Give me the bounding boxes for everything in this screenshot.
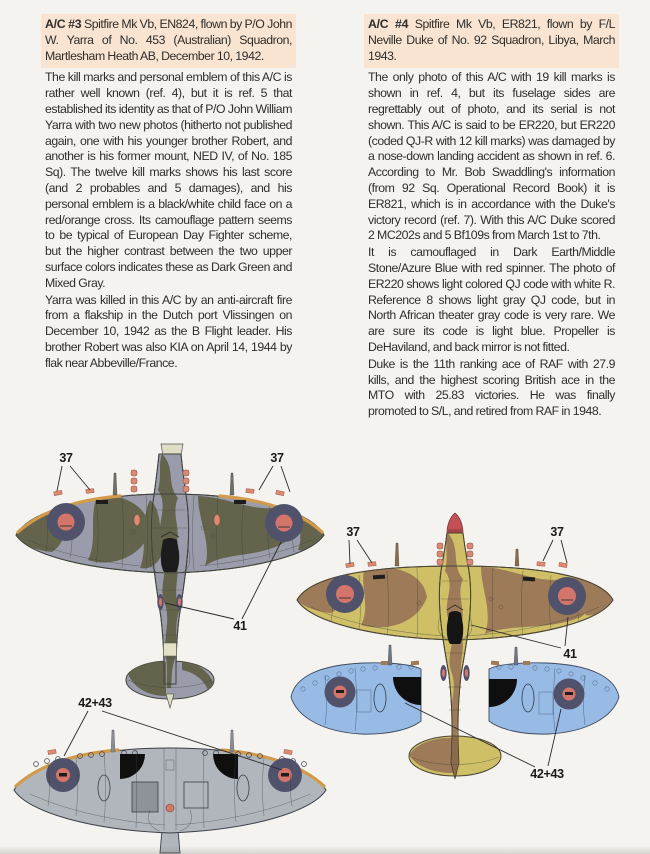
ac4-underwing-roundel-right	[554, 679, 585, 710]
ac3u-radiator	[132, 782, 158, 812]
ac4-spinner-base	[447, 529, 463, 533]
ac3u-mast-right	[230, 730, 234, 752]
ac4-wing-roundel-right	[548, 577, 586, 615]
ac3u-tailwheel	[166, 804, 174, 812]
ac3-header-lead: A/C #3	[45, 17, 82, 31]
ac4-gun-port-left	[373, 575, 385, 580]
decal-label-42-43: 42+43	[78, 696, 112, 710]
ac4-underwing-roundel-left	[325, 677, 356, 708]
ac3-mast-left	[113, 473, 117, 495]
ac4-paragraph: The only photo of this A/C with 19 kill marks is shown in ref. 4, but its fuselage sides are regrettably out of photo, and its serial is not shown. This A/C is said to be ER220, but ER220 (coded QJ-R with 12 kill marks) was damaged by a nose-down landing accident as shown in ref. 6. According to Mr. Bob Swaddling's information (from 92 Sq. Operational Record Book) it is ER821, which is in accordance with the Duke's victory record (ref. 7). With this A/C Duke scored 2 MC202s and 5 Bf109s from March 1st to 7th.	[368, 70, 615, 243]
ac4-header	[364, 14, 619, 68]
ac3-sky-band	[164, 643, 177, 656]
decal-label-42-43: 42+43	[530, 767, 564, 781]
ac3-header	[41, 14, 296, 68]
ac3-gun-port-right	[234, 500, 246, 504]
ac4-header-rest: Spitfire Mk Vb, ER821, flown by F/L Neville Duke of No. 92 Squadron, Libya, March 1943.	[368, 17, 615, 63]
ac4-paragraph: It is camouflaged in Dark Earth/Middle Stone/Azure Blue with red spinner. The photo of ER220 shows light colored QJ code with white R. Reference 8 shows light gray QJ code, but in North African theater gray code is very rare. We are sure its code is light blue. Propeller is DeHaviland, and back mirror is not fitted.	[368, 245, 615, 354]
ac4-underwing-mast-left	[388, 645, 392, 665]
ac3-cockpit	[161, 538, 179, 572]
ac4-wing-roundel-left	[326, 575, 364, 613]
ac3-header-rest: Spitfire Mk Vb, EN824, flown by P/O John W. Yarra of No. 453 (Australian) Squadron, Martlesham Heath AB, December 10, 1942.	[45, 17, 292, 63]
column-ac4	[368, 14, 615, 421]
ac4-header-lead: A/C #4	[368, 17, 409, 31]
ac3u-roundel-left	[46, 758, 80, 792]
decal-label-37-right: 37	[270, 451, 284, 465]
decal-label-37-left: 37	[346, 525, 360, 539]
decal-label-37-right: 37	[550, 525, 564, 539]
decal-label-41: 41	[563, 647, 577, 661]
ac4-mast-right	[515, 549, 519, 566]
ac4-mast-left	[395, 543, 399, 566]
decal-label-37-left: 37	[59, 451, 73, 465]
ac4-figure	[285, 505, 635, 800]
decal-label-41: 41	[233, 619, 247, 633]
ac4-paragraph: Duke is the 11th ranking ace of RAF with 27.9 kills, and the highest scoring British ace in the MTO with 25.83 victories. He was finally promoted to S/L, and retired from RAF in 1948.	[368, 356, 615, 419]
ac3-paragraph: The kill marks and personal emblem of this A/C is rather well known (ref. 4), but it is ref. 5 that established its identity as that of P/O John William Yarra with two new photos (hitherto not published again, one with his younger brother Robert, and another is his former mount, NED IV, of No. 185 Sq). The twelve kill marks shows his last score (and 2 probables and 5 damages), and his personal emblem is a black/white child face on a red/orange cross. Its camouflage pattern seems to be typical of European Day Fighter scheme, but the higher contrast between the two upper surface colors indicates these as Dark Green and Mixed Gray.	[45, 70, 292, 290]
ac4-gun-port-right	[523, 577, 535, 582]
ac4-cockpit	[447, 611, 463, 644]
ac4-underwing-mast-right	[514, 647, 518, 665]
column-ac3	[45, 14, 292, 373]
ac3-mast-right	[230, 473, 234, 495]
ac3-paragraph: Yarra was killed in this A/C by an anti-aircraft fire from a flakship in the Dutch port Vlissingen on December 10, 1942 as the B Flight leader. His brother Robert was also KIA on April 14, 1944 by flak near Abbeville/France.	[45, 292, 292, 370]
ac3-wing-roundel-left	[47, 503, 85, 541]
ac3u-mast-left	[111, 730, 115, 752]
ac3-gun-port-left	[96, 500, 108, 504]
